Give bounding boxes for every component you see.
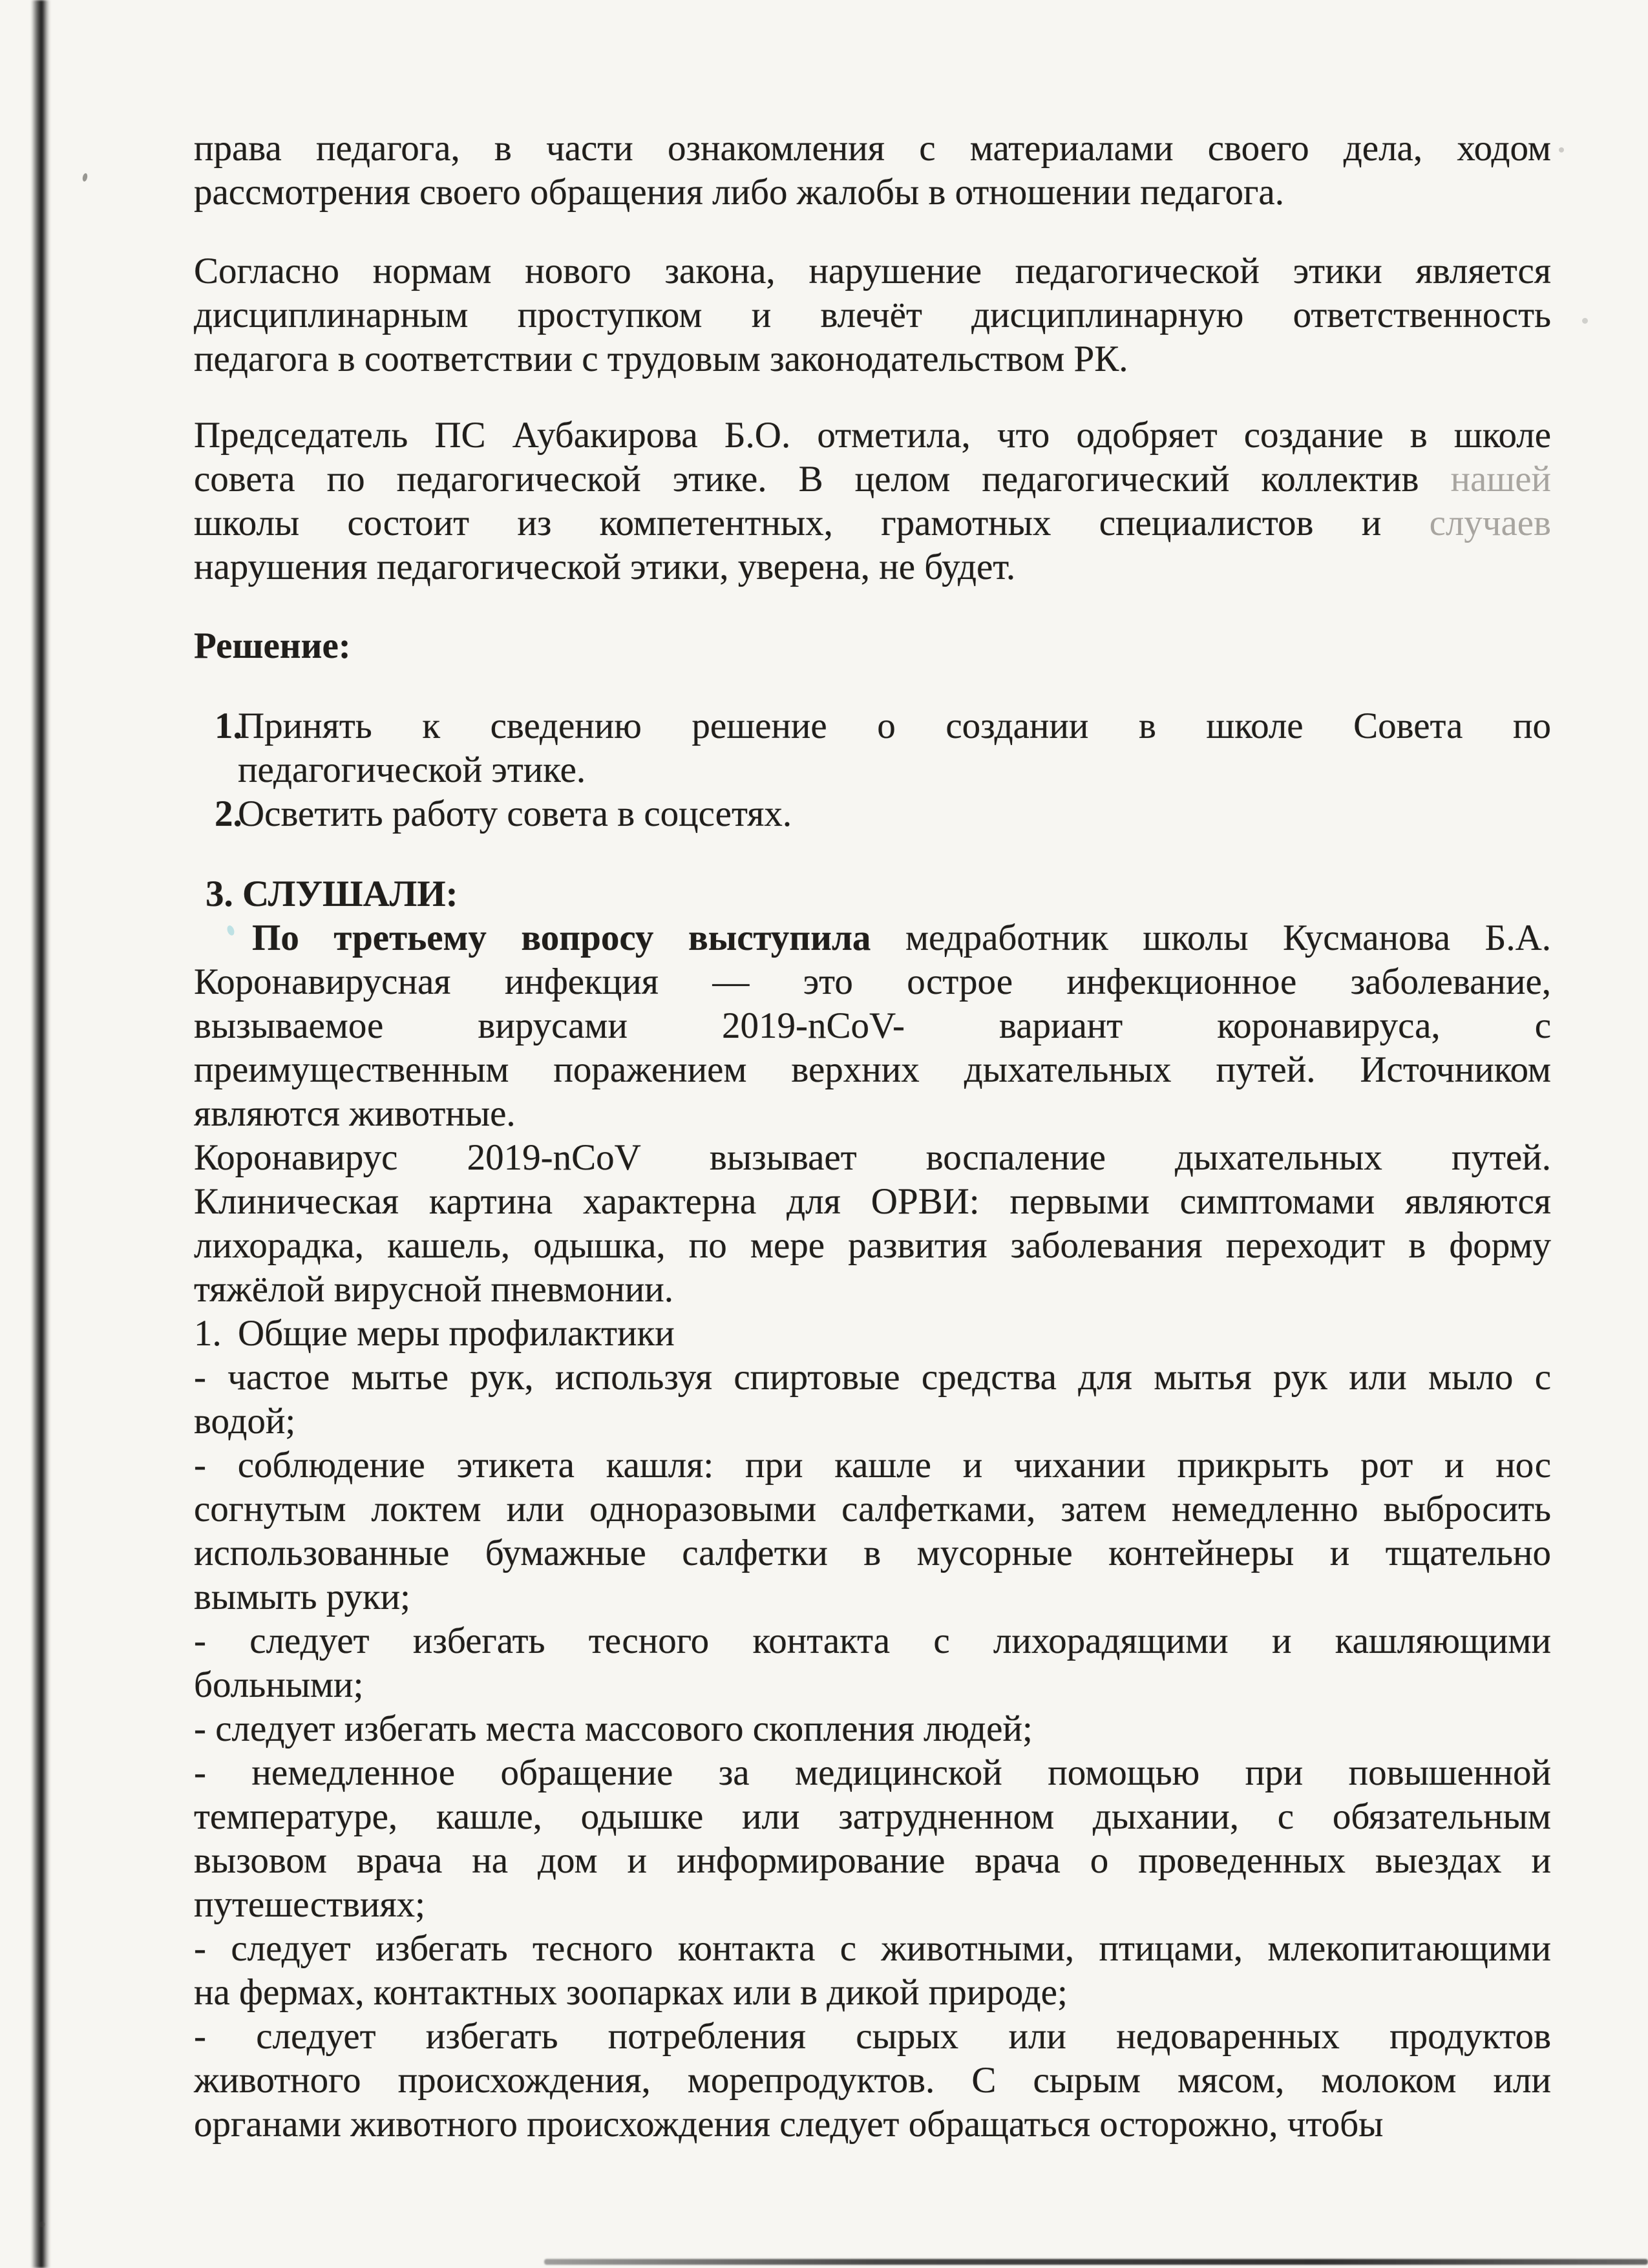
text-segment: температуре, кашле, одышке или затрудненном дыхании, с обязательным (194, 1796, 1551, 1837)
measure-avoid-crowds (194, 1707, 1551, 1751)
decision-item-1 (194, 704, 1551, 792)
text-segment: дисциплинарным проступком и влечёт дисциплинарную ответственность (194, 295, 1551, 335)
text-segment: Осветить работу совета в соцсетях. (238, 793, 792, 834)
text-line (194, 916, 1551, 960)
list-marker: 2. (215, 793, 242, 834)
text-line (194, 1268, 1551, 1312)
text-line (194, 1136, 1551, 1180)
text-line (194, 1048, 1551, 1092)
text-line (194, 2103, 1551, 2147)
text-segment: больными; (194, 1664, 364, 1705)
scan-speck (1582, 318, 1588, 324)
scan-line-artifact (544, 2259, 1648, 2265)
text-segment: 3. СЛУШАЛИ: (206, 874, 458, 914)
list-marker: 1. (215, 706, 242, 746)
text-line (194, 1444, 1551, 1487)
measure-cough-etiquette (194, 1444, 1551, 1619)
text-segment: Коронавирусная инфекция — это острое инфекционное заболевание, (194, 961, 1551, 1002)
text-line (194, 337, 1551, 381)
text-segment: Коронавирус 2019-nCoV вызывает воспаление дыхательных путей. (194, 1137, 1551, 1178)
text-line (194, 1663, 1551, 1707)
speaker-paragraph (194, 916, 1551, 1136)
text-line (194, 872, 1551, 916)
text-segment: вызываемое вирусами 2019-nCoV- вариант коронавируса, с (194, 1005, 1551, 1046)
measure-seek-medical-help (194, 1751, 1551, 1927)
text-line (194, 2015, 1551, 2059)
text-segment: вымыть руки; (194, 1577, 411, 1617)
text-segment: лихорадка, кашель, одышка, по мере развития заболевания переходит в форму (194, 1225, 1551, 1266)
text-line (194, 1487, 1551, 1531)
text-line (194, 414, 1551, 457)
text-segment: совета по педагогической этике. В целом педагогический коллектив (194, 459, 1451, 499)
list-marker: 1. (194, 1313, 222, 1354)
text-segment: использованные бумажные салфетки в мусорные контейнеры и тщательно (194, 1533, 1551, 1573)
text-segment: являются животные. (194, 1093, 516, 1134)
text-line (194, 1927, 1551, 1971)
text-segment: - следует избегать потребления сырых или недоваренных продуктов (194, 2016, 1551, 2057)
text-segment: Клиническая картина характерна для ОРВИ: первыми симптомами являются (194, 1181, 1551, 1222)
measure-avoid-animal-contact (194, 1927, 1551, 2015)
text-line (194, 1531, 1551, 1575)
text-line (194, 1839, 1551, 1883)
text-line (194, 1224, 1551, 1268)
text-segment: преимущественным поражением верхних дыхательных путей. Источником (194, 1049, 1551, 1090)
text-segment: вызовом врача на дом и информирование врача о проведенных выездах и (194, 1840, 1551, 1881)
text-segment: водой; (194, 1401, 296, 1442)
text-line (194, 1400, 1551, 1444)
text-line (238, 704, 1551, 748)
agenda-3-heading (194, 872, 1551, 916)
text-segment: Принять к сведению решение о создании в школе Совета по (238, 706, 1551, 746)
continued-paragraph (194, 127, 1551, 215)
text-segment: нарушения педагогической этики, уверена, не будет. (194, 547, 1016, 587)
text-line (194, 1004, 1551, 1048)
text-line (194, 960, 1551, 1004)
text-line (194, 1356, 1551, 1400)
text-segment: - следует избегать тесного контакта с животными, птицами, млекопитающими (194, 1928, 1551, 1969)
text-line (238, 792, 1551, 836)
text-line (194, 624, 1551, 668)
faded-text: нашей (1450, 459, 1551, 499)
text-line (194, 127, 1551, 171)
measure-hand-washing (194, 1356, 1551, 1444)
text-segment: органами животного происхождения следует обращаться осторожно, чтобы (194, 2104, 1384, 2145)
scan-speck (82, 173, 89, 182)
text-line (194, 1883, 1551, 1927)
faded-text: случаев (1429, 503, 1551, 543)
scanner-edge-artifact (31, 0, 50, 2268)
virus-description-paragraph (194, 1136, 1551, 1312)
text-segment: права педагога, в части ознакомления с материалами своего дела, ходом (194, 128, 1551, 169)
text-line (194, 1707, 1551, 1751)
prevention-heading (194, 1312, 1551, 1356)
text-segment: тяжёлой вирусной пневмонии. (194, 1269, 674, 1310)
text-segment: на фермах, контактных зоопарках или в дикой природе; (194, 1972, 1068, 2013)
decision-heading (194, 624, 1551, 668)
bold-text: По третьему вопросу выступила (252, 918, 871, 958)
text-segment: - следует избегать тесного контакта с лихорадящими и кашляющими (194, 1621, 1551, 1661)
text-line (194, 293, 1551, 337)
text-line (194, 1795, 1551, 1839)
text-segment: медработник школы Кусманова Б.А. (871, 918, 1551, 958)
scan-speck (39, 2221, 45, 2227)
measure-avoid-raw-products (194, 2015, 1551, 2147)
text-line (194, 1575, 1551, 1619)
text-segment: - соблюдение этикета кашля: при кашле и чихании прикрыть рот и нос (194, 1445, 1551, 1486)
text-segment: - следует избегать места массового скопления людей; (194, 1708, 1033, 1749)
text-line (194, 1180, 1551, 1224)
text-line (238, 748, 1551, 792)
text-line (194, 2059, 1551, 2103)
text-line (194, 1751, 1551, 1795)
text-line (238, 1312, 1551, 1356)
text-segment: путешествиях; (194, 1884, 426, 1925)
text-line (194, 457, 1551, 501)
scan-speck (1559, 147, 1564, 152)
text-line (194, 501, 1551, 545)
decision-item-2 (194, 792, 1551, 836)
law-paragraph (194, 249, 1551, 381)
text-segment: Решение: (194, 625, 351, 666)
text-segment: педагога в соответствии с трудовым законодательством РК. (194, 339, 1128, 379)
text-line (194, 171, 1551, 215)
text-segment: согнутым локтем или одноразовыми салфетками, затем немедленно выбросить (194, 1489, 1551, 1529)
text-segment: рассмотрения своего обращения либо жалобы в отношении педагога. (194, 172, 1284, 213)
text-block (194, 127, 1551, 2147)
text-line (194, 1619, 1551, 1663)
text-segment: - частое мытье рук, используя спиртовые средства для мытья рук или мыло с (194, 1357, 1551, 1398)
text-segment: животного происхождения, морепродуктов. С сырым мясом, молоком или (194, 2060, 1551, 2101)
text-segment: Согласно нормам нового закона, нарушение педагогической этики является (194, 251, 1551, 291)
text-line (194, 249, 1551, 293)
text-segment: Общие меры профилактики (238, 1313, 675, 1354)
text-line (194, 545, 1551, 589)
text-segment: школы состоит из компетентных, грамотных специалистов и (194, 503, 1430, 543)
text-segment: Председатель ПС Аубакирова Б.О. отметила, что одобряет создание в школе (194, 415, 1551, 456)
text-line (194, 1971, 1551, 2015)
text-segment: педагогической этике. (238, 750, 586, 790)
text-segment: - немедленное обращение за медицинской помощью при повышенной (194, 1752, 1551, 1793)
text-line (194, 1092, 1551, 1136)
measure-avoid-sick-contact (194, 1619, 1551, 1707)
chairman-paragraph (194, 414, 1551, 589)
